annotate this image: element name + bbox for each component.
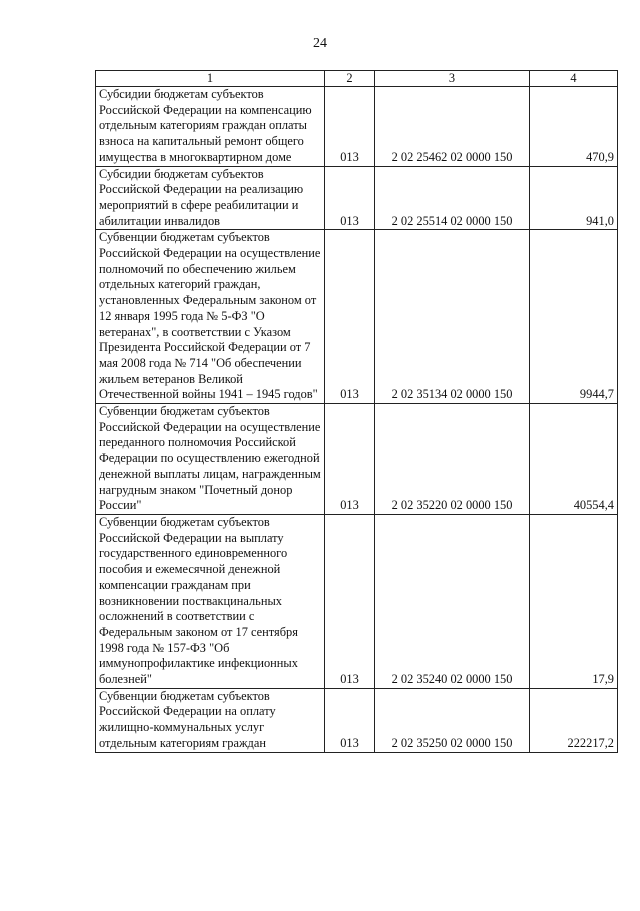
- row-description: Субсидии бюджетам субъектов Российской Федерации на компенсацию отдельным категориям граждан оплаты взноса на капитальный ремонт общего имущества в многоквартирном доме: [96, 87, 325, 167]
- row-budget-code: 2 02 35220 02 0000 150: [375, 404, 530, 515]
- row-amount: 9944,7: [530, 230, 618, 404]
- row-amount: 470,9: [530, 87, 618, 167]
- row-description: Субвенции бюджетам субъектов Российской Федерации на оплату жилищно-коммунальных услуг отдельным категориям граждан: [96, 688, 325, 752]
- table-row: [96, 87, 618, 167]
- row-budget-code: 2 02 25462 02 0000 150: [375, 87, 530, 167]
- row-amount: 17,9: [530, 514, 618, 688]
- row-description: Субсидии бюджетам субъектов Российской Федерации на реализацию мероприятий в сфере реабилитации и абилитации инвалидов: [96, 166, 325, 230]
- row-amount: 941,0: [530, 166, 618, 230]
- row-description: Субвенции бюджетам субъектов Российской Федерации на выплату государственного единовременного пособия и ежемесячной денежной компенсации гражданам при возникновении поствакцинальных осложнений в соответствии с Федеральным законом от 17 сентября 1998 года № 157-ФЗ "Об иммунопрофилактике инфекционных болезней": [96, 514, 325, 688]
- budget-table: [95, 70, 618, 753]
- row-budget-code: 2 02 25514 02 0000 150: [375, 166, 530, 230]
- table-row: [96, 166, 618, 230]
- row-budget-code: 2 02 35240 02 0000 150: [375, 514, 530, 688]
- table-row: [96, 688, 618, 752]
- row-admin-code: 013: [325, 87, 375, 167]
- column-header-1: 1: [96, 71, 325, 87]
- column-header-3: 3: [375, 71, 530, 87]
- table-row: [96, 514, 618, 688]
- table-header-row: [96, 71, 618, 87]
- row-amount: 40554,4: [530, 404, 618, 515]
- row-admin-code: 013: [325, 514, 375, 688]
- row-budget-code: 2 02 35250 02 0000 150: [375, 688, 530, 752]
- row-admin-code: 013: [325, 230, 375, 404]
- row-budget-code: 2 02 35134 02 0000 150: [375, 230, 530, 404]
- table-row: [96, 230, 618, 404]
- row-admin-code: 013: [325, 688, 375, 752]
- column-header-2: 2: [325, 71, 375, 87]
- row-admin-code: 013: [325, 404, 375, 515]
- row-description: Субвенции бюджетам субъектов Российской Федерации на осуществление переданного полномочия Российской Федерации по осуществлению ежегодной денежной выплаты лицам, награжденным нагрудным знаком "Почетный донор России": [96, 404, 325, 515]
- row-admin-code: 013: [325, 166, 375, 230]
- row-description: Субвенции бюджетам субъектов Российской Федерации на осуществление полномочий по обеспечению жильем отдельных категорий граждан, установленных Федеральным законом от 12 января 1995 года № 5-ФЗ "О ветеранах", в соответствии с Указом Президента Российской Федерации от 7 мая 2008 года № 714 "Об обеспечении жильем ветеранов Великой Отечественной войны 1941 – 1945 годов": [96, 230, 325, 404]
- table-row: [96, 404, 618, 515]
- page-number: 24: [313, 36, 327, 51]
- row-amount: 222217,2: [530, 688, 618, 752]
- column-header-4: 4: [530, 71, 618, 87]
